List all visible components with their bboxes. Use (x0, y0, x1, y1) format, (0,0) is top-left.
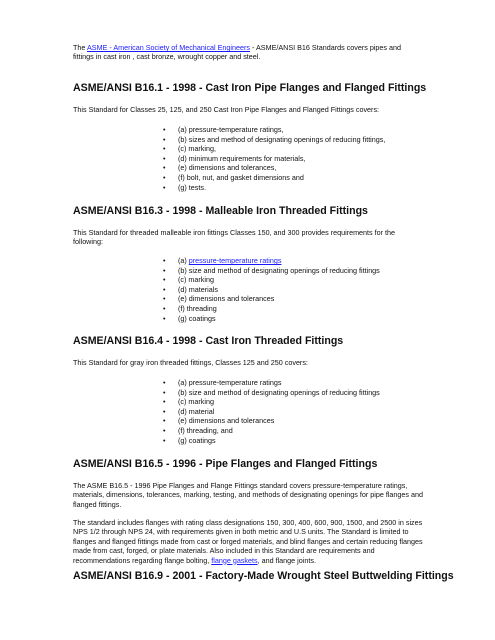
b16-5-paragraph-2: The standard includes flanges with rating class designations 150, 300, 400, 600, 900, 1500, and 2500 in sizes NPS 1/2 through NPS 24, with requirements given in both metric and U.S units. The Standard is limited to flanges and flanged fittings made from cast or forged materials, and blind flanges and certain reducing flanges made from cast, forged, or plate materials. Also included in this Standard are requirements and recommendations regarding flange bolting, flange gaskets, and flange joints. (73, 518, 423, 565)
list-item: • (c) marking, (163, 144, 385, 154)
list-item: • (a) pressure-temperature ratings, (163, 125, 385, 135)
list-item: • (f) threading (163, 304, 380, 314)
heading-b16-9: ASME/ANSI B16.9 - 2001 - Factory-Made Wrought Steel Buttwelding Fittings (73, 570, 454, 582)
list-item: • (b) size and method of designating openings of reducing fittings (163, 266, 380, 276)
intro-paragraph (73, 43, 423, 62)
b16-1-list (163, 125, 385, 192)
b16-5-paragraph-1: The ASME B16.5 - 1996 Pipe Flanges and Flange Fittings standard covers pressure-temperature ratings, materials, dimensions, tolerances, marking, testing, and methods of designating openings for pipe flanges and flanged fittings. (73, 481, 423, 509)
intro-text-start: The (73, 43, 87, 52)
b16-3-description: This Standard for threaded malleable iron fittings Classes 150, and 300 provides requirements for the following: (73, 228, 396, 247)
list-item: • (f) threading, and (163, 426, 380, 436)
b16-4-description: This Standard for gray iron threaded fittings, Classes 125 and 250 covers: (73, 358, 308, 367)
asme-link[interactable]: ASME - American Society of Mechanical Engineers (87, 43, 250, 52)
list-item: • (g) coatings (163, 314, 380, 324)
list-item: • (f) bolt, nut, and gasket dimensions and (163, 173, 385, 183)
list-item: • (e) dimensions and tolerances (163, 294, 380, 304)
list-item: • (d) materials (163, 285, 380, 295)
flange-gaskets-link[interactable]: flange gaskets (211, 555, 258, 565)
list-item: • (c) marking (163, 275, 380, 285)
list-item: • (a) pressure-temperature ratings (163, 256, 380, 266)
list-item: • (b) sizes and method of designating openings of reducing fittings, (163, 135, 385, 145)
heading-b16-4: ASME/ANSI B16.4 - 1998 - Cast Iron Threaded Fittings (73, 335, 344, 347)
list-item: • (d) minimum requirements for materials, (163, 154, 385, 164)
heading-b16-3: ASME/ANSI B16.3 - 1998 - Malleable Iron Threaded Fittings (73, 205, 368, 217)
list-item: • (e) dimensions and tolerances (163, 416, 380, 426)
heading-b16-5: ASME/ANSI B16.5 - 1996 - Pipe Flanges and Flanged Fittings (73, 458, 378, 470)
b16-3-list (163, 256, 380, 323)
pressure-temperature-ratings-link[interactable]: pressure-temperature ratings (188, 256, 282, 265)
list-item: • (g) tests. (163, 183, 385, 193)
list-item: • (e) dimensions and tolerances, (163, 163, 385, 173)
b16-4-list (163, 378, 380, 445)
heading-b16-1: ASME/ANSI B16.1 - 1998 - Cast Iron Pipe Flanges and Flanged Fittings (73, 82, 427, 94)
intro-text-end: - ASME/ANSI B16 Standards covers pipes and fittings in cast iron , cast bronze, wrought copper and steel. (73, 43, 402, 62)
list-item: • (a) pressure-temperature ratings (163, 378, 380, 388)
list-item: • (c) marking (163, 397, 380, 407)
list-item: • (g) coatings (163, 436, 380, 446)
list-item: • (b) size and method of designating openings of reducing fittings (163, 388, 380, 398)
list-item: • (d) material (163, 407, 380, 417)
b16-1-description: This Standard for Classes 25, 125, and 250 Cast Iron Pipe Flanges and Flanged Fittings covers: (73, 105, 380, 114)
